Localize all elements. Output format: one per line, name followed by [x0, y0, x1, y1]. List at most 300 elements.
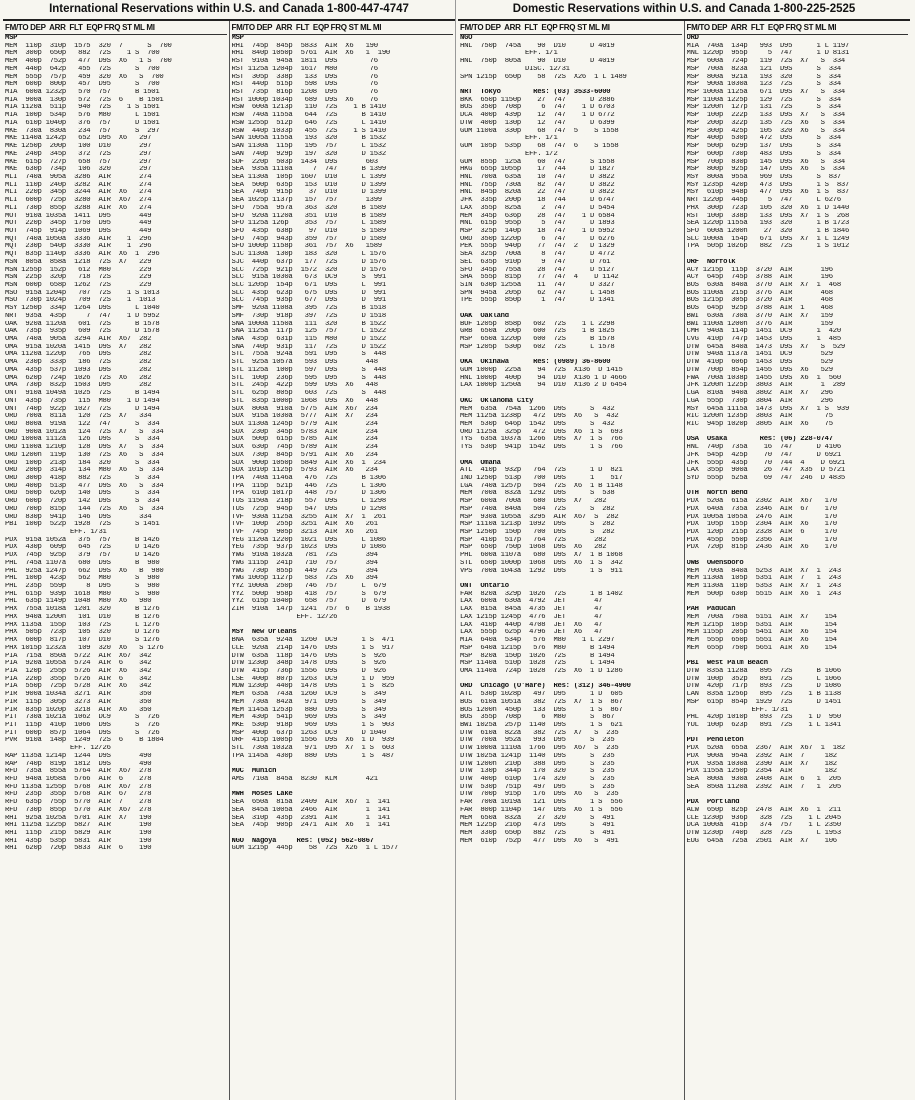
- flight-row: MSP 1200n 127p 131 72S S 334: [686, 104, 841, 112]
- flight-row: ONT 740p 922p 1027 72S D 1494: [5, 405, 160, 413]
- flight-row: MSP 900a 1030a 123 72S S 334: [686, 81, 841, 89]
- flight-row: RIC 945p 1020p 3805 AIR X6 75: [686, 420, 833, 428]
- flight-row: RAP 1135a 1214p 1244 D9S 490: [5, 752, 152, 760]
- city-header: ORD Chicago (O'Hare) Res: (312) 346-4900: [460, 683, 631, 691]
- flight-row: MKE 530p 918p 969 D9S 1 S 903: [231, 721, 395, 729]
- flight-row: MLI 220p 345p 3244 AIR X6 274: [5, 189, 152, 197]
- flight-row: MEM 1155p 205p 5451 AIR X6 154: [686, 629, 837, 637]
- flight-row: RHI 745p 845p 5833 AIR X6 190: [231, 42, 378, 50]
- flight-row: MIA 600a 1232p 570 757 B 1501: [5, 89, 160, 97]
- flight-row: GUM 855p 125a 60 747 S 1558: [460, 158, 615, 166]
- city-header: ONT Ontario: [460, 583, 509, 591]
- flight-row: SEA 325p 700a 8 747 D 4772: [460, 251, 615, 259]
- flight-row: MQT 740a 1050a 3336 AIR 1 296: [5, 235, 152, 243]
- flight-row: HNL 750p 805a 90 D10 D 4019: [460, 58, 615, 66]
- flight-row: SDF 220p 503p 1434 D9S 603: [231, 158, 378, 166]
- flight-row: AMS 710a 845a 8230 KLM 421: [231, 776, 378, 783]
- flight-row: RFD 635p 755p 5770 AIR 7 278: [5, 799, 152, 807]
- flight-row: MIA 610p 1040p 376 757 D 1501: [5, 119, 160, 127]
- flight-row: MSP 1140a 510p 1028 72S L 1494: [460, 660, 615, 668]
- flight-row: ALW 650p 825p 2478 AIR X6 1 211: [686, 806, 841, 814]
- flight-row: OMA 1120a 1220p 765 D9S 282: [5, 351, 152, 359]
- schedule-list: [460, 35, 682, 845]
- flight-row: SAN 1005a 1155a 193 320 B 1532: [231, 135, 386, 143]
- flight-row: PDX 120p 215p 2328 AIR 6 170: [686, 529, 837, 536]
- flight-row: PDX 935a 1030a 2390 AIR X7 182: [686, 760, 837, 768]
- flight-row: YWG 1005p 1127p 583 72S X6 394: [231, 575, 378, 583]
- flight-row: ORD 400p 513p 477 D9S X6 S 334: [5, 482, 164, 490]
- flight-row: OMA 230p 333p 186 72S 282: [5, 359, 152, 367]
- flight-row: PHL 925a 1247p 662 D9S X6 B 980: [5, 567, 164, 575]
- effective-note: EFF. 12/26: [5, 745, 111, 753]
- flight-row: ACY 1215p 115p 3720 AIR 196: [686, 266, 833, 274]
- flight-row: SUX 915a 1030a 5777 AIR X7 234: [231, 413, 378, 421]
- flight-row: BOS 645p 925p 3788 AIR 1 468: [686, 305, 833, 313]
- flight-row: ATL 410p 932p 764 72S 1 D 821: [460, 467, 623, 475]
- spacer: [687, 791, 909, 799]
- flight-row: MSP 650p 750p 1068 D9S X6 282: [460, 544, 607, 552]
- flight-row: DTW 420p 717p 893 72S D 1086: [686, 683, 841, 691]
- flight-row: MEM 700a 840a 5253 AIR X7 1 243: [686, 567, 841, 575]
- flight-row: HKG 655p 1055p 17 744 D 1827: [460, 166, 615, 174]
- flight-row: DTW 1000a 1110a 1766 D95 X67 S 235: [460, 745, 619, 753]
- flight-row: PHL 635p 1149p 1048 M80 X6 980: [5, 598, 152, 606]
- flight-row: MSP 325p 140p 18 747 1 D 5952: [460, 227, 615, 235]
- flight-row: MKE 730a 830a 234 757 S 297: [5, 127, 160, 135]
- flight-row: PHL 600a 1107a 680 D9S X7 1 B 1068: [460, 552, 623, 560]
- effective-note: EFF. 1/1: [460, 50, 558, 58]
- flight-row: SPN 1215p 650p 58 72S X26 1 L 1489: [460, 73, 627, 81]
- flight-row: RSW 440p 1033p 455 72S 1 S 1410: [231, 127, 386, 135]
- flight-row: BOS 1200n 450p 133 D9S 1 S 867: [460, 706, 623, 714]
- city-header: NGO: [460, 35, 473, 42]
- flight-row: NRT 1220p 445p 5 747 L 6276: [686, 197, 841, 205]
- flight-row: SEA 745p 905p 2471 AIR X6 1 141: [231, 822, 390, 830]
- flight-row: PHX 1135a 155p 103 72S L 1276: [5, 621, 160, 629]
- flight-row: MSP 1205p 530p 602 72S L 1578: [460, 343, 615, 351]
- flight-row: DCA 400p 439p 12 747 1 D 6772: [460, 112, 615, 120]
- flight-row: MSO 730p 1024p 709 72S 1 1013: [5, 297, 156, 305]
- city-header: OKA Okinawa Res: (0989) 36-8600: [460, 359, 611, 367]
- flight-row: PHX 755a 1018a 1201 320 B 1276: [5, 606, 160, 614]
- flight-row: DTW 530p 751p 497 D95 S 235: [460, 783, 615, 791]
- city-header: MSP: [231, 35, 244, 42]
- flight-row: MEM 500p 630p 5515 AIR X6 1 243: [686, 590, 841, 598]
- spacer: [460, 452, 682, 460]
- flight-row: STL 625p 805p 603 72S S 448: [231, 390, 386, 398]
- flight-row: RAP 740p 819p 1812 D9S 490: [5, 760, 152, 768]
- flight-row: GUM 105p 535p 68 747 6 S 1558: [460, 143, 619, 151]
- flight-row: MEM 300p 650p 882 72S 1 S 700: [5, 50, 160, 58]
- flight-row: RHI 840p 1050p 5761 AIR X6 1 190: [231, 50, 390, 58]
- flight-row: YYZ 1000a 250p 746 757 L 679: [231, 583, 386, 591]
- city-header: MWH Moses Lake: [231, 791, 293, 799]
- schedule-list: [232, 35, 454, 853]
- flight-row: MEM 1215p 105p 5351 AIR 154: [686, 621, 837, 629]
- city-header: OSA Osaka Res: (06) 228-0747: [686, 436, 833, 444]
- flight-row: LAX 410p 440p 4708 JET X6 47: [460, 621, 603, 629]
- flight-row: RST 1125a 1204p 1617 M80 76: [231, 65, 378, 73]
- flight-row: MSP 600p 730p 483 D9S S 334: [686, 150, 841, 158]
- flight-row: LAX 355p 900a 26 747 X35 D 5721: [686, 467, 845, 475]
- flight-row: MSP 200p 322p 135 72S X6 S 334: [686, 119, 845, 127]
- flight-row: DTW 610a 822a 382 72S X7 S 235: [460, 729, 619, 737]
- column-header: FM/TO DEP ARR FLT EQP FRQ ST ML MI: [232, 21, 454, 35]
- flight-row: MSP 820a 150p 1026 72S B 1494: [460, 652, 615, 660]
- schedule-list: [687, 35, 909, 845]
- flight-row: ORD 1100a 1210p 128 D9S X7 S 334: [5, 444, 164, 452]
- flight-row: YWG 1115p 241p 710 757 394: [231, 559, 378, 567]
- international-column-2: [229, 21, 456, 1100]
- flight-row: SEA 310p 435p 2391 AIR 1 141: [231, 814, 390, 822]
- flight-row: CVG 410p 747p 1453 D9S 1 485: [686, 336, 841, 344]
- flight-row: RHI 435p 535p 5831 AIR 190: [5, 837, 152, 845]
- flight-row: SEA 935a 1110a 7 747 B 1399: [231, 166, 386, 174]
- flight-row: TVF 100p 255p 3251 AIR X6 261: [231, 521, 378, 529]
- flight-row: DTW 635a 118p 1476 D9S S 926: [231, 652, 386, 660]
- flight-row: ORD 1125a 325p 472 D9S X6 1 S 693: [460, 428, 623, 436]
- flight-row: SJC 1130a 130p 183 320 L 1576: [231, 251, 386, 259]
- flight-row: DTW 400p 130p 12 747 D 6399: [460, 119, 615, 127]
- flight-row: GRB 650a 200p 600 72S 1 B 1825: [460, 328, 615, 336]
- spacer: [460, 390, 682, 398]
- flight-row: MSN 225p 320p 718 72S 229: [5, 274, 152, 282]
- flight-row: STL 755a 924a 591 D95 S 448: [231, 351, 386, 359]
- flight-row: PDX 900a 954a 2392 AIR 7 182: [686, 752, 837, 760]
- flight-row: OMA 730p 832p 1503 D95 282: [5, 382, 152, 390]
- flight-row: VPS 700a 1043a 1292 D9S 1 S 911: [460, 567, 623, 575]
- city-header: OMA Omaha: [460, 459, 501, 467]
- flight-row: MEM 610p 752p 477 D9S X6 S 491: [460, 837, 619, 845]
- flight-row: HNL 755p 730a 82 747 D 3822: [460, 181, 615, 189]
- flight-row: LAX 600a 630a 4792 JET 47: [460, 598, 603, 606]
- flight-row: OAK 735p 935p 609 72S D 1578: [5, 328, 160, 336]
- flight-row: SUX 800a 910a 5775 AIR X67 234: [231, 405, 378, 413]
- spacer: [232, 761, 454, 769]
- flight-row: RSW 1255p 512p 646 72S L 1410: [231, 119, 386, 127]
- city-header: NGO Nagoya Res: (052) 562-0867: [231, 837, 374, 845]
- flight-row: ORD 1000a 1112a 126 D9S S 334: [5, 436, 160, 444]
- flight-row: RHI 115p 215p 5829 AIR 190: [5, 830, 152, 838]
- flight-row: MEM 1130a 105p 5351 AIR 7 1 243: [686, 575, 841, 583]
- flight-row: PDX 520a 655a 2367 AIR X67 1 182: [686, 745, 845, 753]
- flight-row: SAN 1130a 115p 195 757 L 1532: [231, 143, 386, 151]
- flight-row: ORD 1200n 119p 130 72S X6 S 334: [5, 451, 164, 459]
- flight-row: ONT 910a 1049a 1025 72S B 1494: [5, 390, 160, 398]
- flight-row: GUM 1215p 445p 58 72S X26 1 L 1577: [231, 845, 399, 853]
- flight-row: HNL 700a 635a 10 747 D 3822: [460, 173, 615, 181]
- flight-row: MLI 730p 855p 3288 AIR X6 274: [5, 204, 152, 212]
- flight-row: SLC 1000a 154p 671 D9S X7 1 L 1249: [686, 235, 850, 243]
- effective-note: EFF. 1/2: [460, 150, 558, 158]
- flight-row: MEM 1225p 216p 473 D9S S 491: [460, 822, 615, 830]
- flight-row: SLC 725p 921p 1572 320 D 1576: [231, 266, 386, 274]
- flight-row: TPA 115p 521p 446 72S L 1306: [231, 482, 386, 490]
- flight-row: LSE 400p 807p 1263 DC9 1 D 959: [231, 675, 395, 683]
- flight-row: PDX 455p 550p 2356 AIR 170: [686, 536, 837, 544]
- flight-row: RFD 1135a 1255p 5768 AIR X67 278: [5, 783, 152, 791]
- flight-row: MSO 915a 1204p 707 72S 1 S 1013: [5, 289, 160, 297]
- flight-row: TVF 745p 905p 3213 AIR X6 261: [231, 529, 378, 536]
- flight-row: RSW 740a 1155a 644 72S B 1410: [231, 112, 386, 120]
- flight-row: DCA 1000a 415p 374 757 1 L 2350: [686, 822, 841, 830]
- flight-row: LAX 555p 625p 4796 JET X6 47: [460, 629, 603, 637]
- flight-row: MEM 635a 743a 1260 DC9 S 349: [231, 691, 386, 699]
- flight-row: RHI 620p 720p 5833 AIR 6 190: [5, 845, 152, 853]
- flight-row: PIA 220p 355p 5726 AIR 6 342: [5, 675, 152, 683]
- flight-row: RST 100p 338p 133 D9S X7 1 S 268: [686, 212, 850, 220]
- flight-row: YYZ 615p 1040p 658 757 D 679: [231, 598, 386, 606]
- flight-row: OMA 740a 905a 3294 AIR X67 282: [5, 336, 152, 344]
- flight-row: ORD 800a 919a 122 747 S 334: [5, 420, 160, 428]
- flight-row: TPA 610p 1017p 448 757 D 1306: [231, 490, 386, 498]
- flight-row: LAN 835a 1256p 895 72S 1 B 1138: [686, 691, 841, 699]
- city-header: PBI West Palm Beach: [686, 660, 768, 668]
- flight-row: BWI 1025a 257p 1140 D9S 1 S 621: [460, 721, 623, 729]
- spacer: [687, 483, 909, 491]
- flight-row: MKE 630p 734p 106 320 297: [5, 166, 152, 174]
- flight-row: ATL 530p 1028p 497 D95 1 D 605: [460, 691, 623, 699]
- flight-row: MSP 500p 629p 137 D9S S 334: [686, 143, 841, 151]
- flight-row: CLE 1230p 936p 328 72S 1 L 2045: [686, 814, 841, 822]
- flight-row: MEM 700a 750a 5151 AIR X7 154: [686, 613, 837, 621]
- flight-row: ORD 600p 720p 142 D9S S 334: [5, 498, 160, 506]
- flight-row: SEA 740p 915p 37 D10 D 1399: [231, 189, 386, 197]
- flight-row: TVF 930a 1125a 3255 AIR X7 1 261: [231, 513, 386, 521]
- flight-row: PIT 730a 1021a 1062 DC9 S 726: [5, 714, 160, 722]
- flight-row: MQT 835p 1140p 3336 AIR X6 1 296: [5, 251, 160, 259]
- flight-row: HNL 740p 735a 16 747 D 4106: [686, 444, 841, 452]
- schedule-list: [5, 35, 227, 853]
- flight-row: CMH 940a 114p 1451 DC9 1 420: [686, 328, 841, 336]
- flight-row: MEM 1125a 1238p 472 D9S X6 S 432: [460, 413, 619, 421]
- domestic-column-1: [458, 21, 684, 1100]
- flight-row: BOS 1100a 215p 3776 AIR 468: [686, 289, 833, 297]
- flight-row: BOS 610a 1051a 382 72S X7 1 S 867: [460, 698, 623, 706]
- flight-row: MSP 700p 830p 145 D9S X6 S 334: [686, 158, 845, 166]
- flight-row: MIA 100p 534p 576 M80 L 1501: [5, 112, 160, 120]
- flight-row: RFD 735a 855a 5764 AIR X67 278: [5, 768, 152, 776]
- flight-row: YEG 1120a 1220p 1021 D9S L 1086: [231, 536, 386, 544]
- flight-row: MOT 910a 1035a 1411 D95 449: [5, 212, 152, 220]
- flight-row: SFO 435p 638p 97 D10 S 1589: [231, 227, 386, 235]
- flight-row: RST 735p 816p 1208 D95 76: [231, 89, 378, 97]
- flight-row: SNA 1125a 117p 125 757 L 1522: [231, 328, 386, 336]
- flight-row: MEM 430p 541p 969 D9S S 349: [231, 714, 386, 722]
- flight-row: STL 1125a 100p 597 D9S S 448: [231, 366, 386, 374]
- flight-row: SFO 1125a 126p 353 757 L 1589: [231, 220, 386, 228]
- flight-row: PDX 720p 815p 2436 AIR X6 170: [686, 544, 837, 552]
- flight-row: HNL 845p 820a 22 747 D 3822: [460, 189, 615, 197]
- flight-row: RFD 235p 355p 5768 AIR 67 278: [5, 791, 152, 799]
- flight-row: MEM 400p 752p 477 D9S X6 1 S 700: [5, 58, 172, 66]
- flight-row: LAX 1215p 1245p 4776 JET 47: [460, 613, 603, 621]
- flight-row: SUX 630p 745p 5789 AIR 234: [231, 444, 378, 452]
- flight-row: MIA 900a 130p 572 72S 6 B 1501: [5, 96, 164, 104]
- flight-row: MEM 650a 832a 27 320 S 491: [460, 814, 615, 822]
- flight-row: MEM 600p 800p 457 D95 S 700: [5, 81, 160, 89]
- city-header: OKC Oklahoma City: [460, 397, 534, 405]
- flight-row: BOS 355p 708p 6 M80 S 867: [460, 714, 615, 722]
- flight-row: PDX 745p 925p 379 757 D 1426: [5, 552, 160, 560]
- flight-row: CLE 920a 214p 1476 D9S 1 S 917: [231, 644, 395, 652]
- flight-row: MEM 1145a 1253p 880 D9S S 349: [231, 706, 386, 714]
- flight-row: SEA 850a 1120a 2392 AIR 7 1 205: [686, 783, 841, 791]
- flight-row: HNL 1000p 400p 94 D10 X136 1 D 4666: [460, 374, 627, 382]
- flight-row: MSP 1110a 1213p 1092 D9S S 282: [460, 521, 615, 529]
- flight-row: MSP 1100a 1225p 129 72S S 334: [686, 96, 841, 104]
- flight-row: DTW 130p 344p 170 320 S 235: [460, 768, 615, 776]
- flight-row: MQT 230p 540p 3330 AIR 1 296: [5, 243, 152, 251]
- flight-row: RFD 730p 855p 5770 AIR X67 278: [5, 806, 152, 814]
- flight-row: DTW 415p 736p 1556 D9S D 926: [231, 667, 386, 675]
- flight-row: GUM 1000p 225a 94 72S X136 D 1415: [460, 366, 623, 374]
- flight-row: PHX 300p 723p 105 320 X6 1 D 1440: [686, 204, 850, 212]
- flight-row: PIA 715a 850a 5722 AIR X67 342: [5, 652, 152, 660]
- flight-row: MEM 730a 842a 971 D95 S 349: [231, 698, 386, 706]
- flight-row: TYS 635a 1037a 1266 D9S X7 1 S 766: [460, 436, 623, 444]
- flight-row: PIT 600p 857p 1064 D9S S 726: [5, 729, 160, 737]
- flight-row: MEM 440p 642p 455 72S S 700: [5, 65, 160, 73]
- flight-row: LGA 740a 1257p 504 72S X6 1 B 1148: [460, 482, 623, 490]
- flight-row: PIA 120p 255p 5726 AIR X6 342: [5, 667, 152, 675]
- flight-row: NRT 935a 435p 7 747 1 D 5952: [5, 312, 160, 320]
- flight-row: PHX 600p 817p 107 D10 S 1276: [5, 637, 160, 645]
- flight-row: MNL 1220p 955p 5 747 1 D 8131: [686, 50, 850, 58]
- flight-row: OAK 920a 1120a 601 72S B 1578: [5, 320, 160, 328]
- flight-row: MSP 800a 921a 193 320 S 334: [686, 73, 841, 81]
- flight-row: MSP 100p 222p 133 D9S X7 S 334: [686, 112, 845, 120]
- flight-row: JFK 545p 425p 70 747 D 6921: [686, 451, 841, 459]
- flight-row: SAN 740p 929p 197 320 D 1532: [231, 150, 386, 158]
- flight-row: MSN 600p 658p 1262 72S 229: [5, 282, 152, 289]
- flight-row: MOT 745p 914p 1069 D9S 449: [5, 227, 152, 235]
- flight-row: ORD 830p 941p 146 D9S 334: [5, 513, 152, 521]
- flight-row: STL 650p 1000p 1068 D9S X6 1 S 342: [460, 559, 623, 567]
- flight-row: PIR 115p 305p 3273 AIR 350: [5, 698, 152, 706]
- flight-row: PIT 115p 410p 1066 D9S S 726: [5, 721, 160, 729]
- flight-row: YUL 100p 623p 891 72S 1 L 1341: [686, 721, 841, 729]
- flight-row: MKE 1140a 1242p 652 D95 X6 297: [5, 135, 152, 143]
- flight-row: BKK 650p 1150p 27 747 D 2886: [460, 96, 615, 104]
- flight-row: RHI 1125a 1225p 5827 AIR 190: [5, 822, 152, 830]
- international-column-1: [3, 21, 229, 1100]
- flight-row: STL 100p 236p 595 D95 S 448: [231, 374, 386, 382]
- flight-row: PHL 235p 559p 8 D95 S 980: [5, 583, 160, 591]
- effective-note: EFF. 1/31: [686, 706, 789, 714]
- effective-note: DISC. 12/31: [460, 65, 570, 73]
- city-header: PDT Pendleton: [686, 737, 744, 745]
- flight-row: PVR 910a 148p 1249 72S 6 B 1804: [5, 737, 164, 745]
- flight-row: MSP 800p 925p 147 D9S X6 S 334: [686, 166, 845, 174]
- column-header: FM/TO DEP ARR FLT EQP FRQ ST ML MI: [460, 21, 682, 35]
- flight-row: PIR 835p 1020p 3218 AIR X6 350: [5, 706, 152, 714]
- flight-row: MEM 635a 754a 1266 D9S S 432: [460, 405, 615, 413]
- flight-row: PDX 430p 609p 645 72S D 1426: [5, 544, 160, 552]
- flight-row: FWA 700a 1038p 1455 D9S X6 1 560: [686, 374, 841, 382]
- flight-row: MOT 220p 345p 1750 D95 449: [5, 220, 152, 228]
- city-header: PAH Paducah: [686, 606, 736, 614]
- flight-row: MEM 1130a 110p 5353 AIR X7 1 243: [686, 583, 841, 591]
- flight-row: ORD 300p 418p 882 72S S 334: [5, 474, 160, 482]
- flight-row: SFO 345p 755a 28 747 D 5127: [460, 266, 615, 274]
- spacer: [687, 251, 909, 259]
- flight-row: MSP 740a 840a 504 72S S 282: [460, 505, 615, 513]
- flight-row: ORD 500p 620p 140 D9S S 334: [5, 490, 160, 498]
- flight-row: MEM 530p 646p 1542 D9S S 432: [460, 420, 615, 428]
- column-header: FM/TO DEP ARR FLT EQP FRQ ST ML MI: [5, 21, 227, 35]
- flight-row: MEM 555p 757p 459 320 X6 S 700: [5, 73, 164, 81]
- flight-row: MEM 110p 310p 1575 320 7 S 700: [5, 42, 172, 50]
- flight-row: FAR 700a 1019a 121 D9S 1 S 556: [460, 799, 623, 807]
- flight-row: MKE 1250p 200p 100 D10 297: [5, 143, 152, 151]
- flight-row: MSY 645a 1115a 1473 D9S X7 1 S 939: [686, 405, 850, 413]
- flight-row: BOS 630a 840a 3770 AIR X7 1 468: [686, 282, 841, 289]
- flight-row: YEG 735p 937p 1023 D9S D 1086: [231, 544, 386, 552]
- flight-row: MNL 615p 955p 5 747 D 1893: [460, 220, 615, 228]
- spacer: [460, 676, 682, 684]
- flight-row: PHL 615p 939p 1618 M80 S 980: [5, 590, 160, 598]
- city-header: ORF Norfolk: [686, 258, 736, 266]
- flight-row: ORD 200p 314p 134 M80 X6 S 334: [5, 467, 164, 475]
- flight-row: TPE 555p 850p 1 747 D 1341: [460, 297, 615, 305]
- city-header: OWB Owensboro: [686, 559, 744, 567]
- effective-note: EFF. 1/31: [5, 529, 107, 536]
- flight-row: RFD 940a 1058a 5766 AIR 6 278: [5, 776, 152, 783]
- spacer: [460, 81, 682, 89]
- flight-row: MSP 300p 425p 105 320 X6 S 334: [686, 127, 845, 135]
- flight-row: MSP 930a 1055a 3295 AIR X67 S 282: [460, 513, 619, 521]
- flight-row: MSP 600a 700a 680 D9S X7 282: [460, 498, 607, 506]
- flight-row: MEM 555p 650p 5551 AIR X6 154: [686, 637, 837, 645]
- flight-row: MSP 400p 637p 1263 DC9 D 1040: [231, 729, 386, 737]
- flight-row: TYS 530p 941p 1542 D9S 1 S 766: [460, 444, 623, 452]
- flight-row: MSN 1255p 152p 612 M80 229: [5, 266, 152, 274]
- spacer: [687, 552, 909, 560]
- flight-row: MLI 600p 725p 3280 AIR X67 274: [5, 197, 152, 205]
- flight-row: DTW 700p 915p 176 D9S X6 S 235: [460, 791, 619, 799]
- flight-row: SUX 1010p 1125p 5793 AIR X6 234: [231, 467, 378, 475]
- domestic-section: [458, 0, 910, 1100]
- flight-row: LAX 355p 825a 2 747 D 5454: [460, 204, 615, 212]
- flight-row: STL 245p 422p 599 D9S X6 448: [231, 382, 378, 390]
- spacer: [687, 429, 909, 437]
- flight-row: ORF 415p 1005p 1556 D9S X6 1 D 939: [231, 737, 395, 745]
- flight-row: MSY 1235p 420p 473 D9S 1 S 837: [686, 181, 850, 189]
- spacer: [687, 730, 909, 738]
- flight-row: PHX 940a 1200n 101 D10 B 1276: [5, 613, 160, 621]
- flight-row: ORD 700p 815p 144 72S X6 S 334: [5, 505, 164, 513]
- flight-row: BNA 635a 924a 1260 DC9 1 S 471: [231, 637, 395, 645]
- flight-row: DTW 1025a 1241p 1140 D9S S 235: [460, 752, 615, 760]
- flight-row: DTW 940a 1137a 1451 DC9 529: [686, 351, 833, 359]
- flight-row: SUX 1130a 1245p 5779 AIR 234: [231, 420, 378, 428]
- flight-row: SEA 845a 1005a 2466 AIR 1 141: [231, 806, 390, 814]
- flight-row: ORD 100p 213p 184 320 S 334: [5, 459, 160, 467]
- page-gutter: [455, 0, 456, 1100]
- spacer: [687, 653, 909, 661]
- effective-note: EFF. 12/26: [231, 613, 338, 621]
- spacer: [460, 305, 682, 313]
- flight-row: PDX 1155a 1250p 2354 AIR 182: [686, 768, 837, 776]
- domestic-title: Domestic Reservations within U.S. and Canada 1-800-225-2525: [458, 0, 910, 21]
- flight-row: ORD 700a 811a 120 72S X7 334: [5, 413, 152, 421]
- flight-row: SNA 435p 631p 115 M80 D 1522: [231, 336, 386, 344]
- flight-row: PDX 640a 735a 2346 AIR 67 170: [686, 505, 837, 513]
- international-title: International Reservations within U.S. and Canada 1-800-447-4747: [3, 0, 455, 21]
- spacer: [460, 351, 682, 359]
- flight-row: LAX 1000p 1250a 94 D10 X136 2 D 6454: [460, 382, 627, 390]
